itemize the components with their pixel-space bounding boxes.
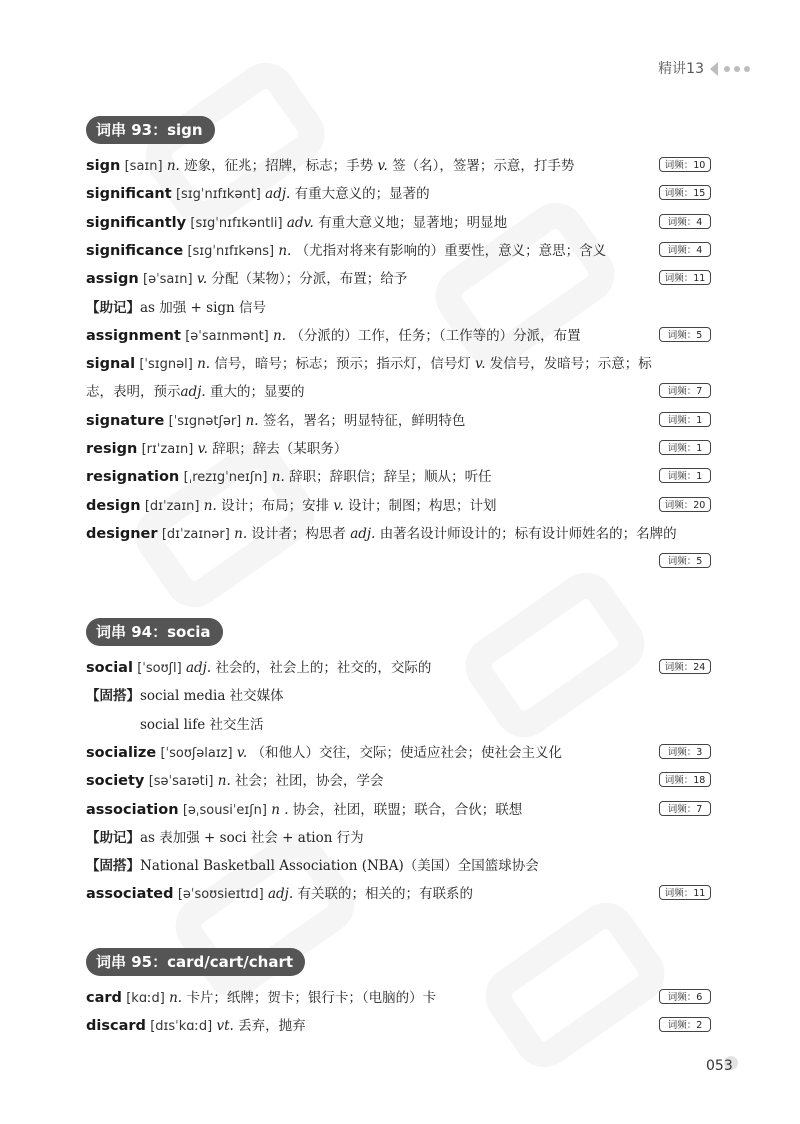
headword: card [86, 990, 122, 1006]
entry-designer [86, 522, 677, 542]
entry-association [86, 798, 522, 818]
phonetic: [kɑːd] [126, 991, 165, 1006]
part-of-speech: adj. [267, 886, 294, 903]
part-of-speech: n. [273, 327, 287, 344]
definition: （和他人）交往，交际；使适应社会；使社会主义化 [251, 744, 562, 761]
part-of-speech: n. [217, 773, 231, 790]
entry-line [86, 684, 284, 704]
headword: resign [86, 441, 138, 457]
headword: society [86, 773, 145, 790]
headword: significance [86, 242, 184, 259]
definition: 社会的，社会上的；社交的，交际的 [215, 660, 432, 676]
part-of-speech: n . [271, 801, 289, 818]
entry-assign [86, 267, 407, 287]
note-text: as 表加强 + soci 社会 + ation 行为 [140, 829, 364, 846]
part-of-speech: v. [196, 271, 208, 288]
frequency-badge: 词频：18 [659, 772, 711, 787]
note-label: 【助记】 [86, 829, 140, 846]
phonetic: [saɪn] [124, 159, 163, 174]
section-title: 词串 93：sign [86, 116, 215, 144]
frequency-badge: 词频：11 [659, 885, 711, 900]
part-of-speech: adj. [185, 660, 212, 676]
note-label: 【固搭】 [86, 858, 140, 875]
entry-socialize [86, 741, 562, 761]
entry-sign [86, 154, 574, 174]
part-of-speech: adv. [286, 214, 314, 231]
entry-signature [86, 409, 465, 429]
headword: signature [86, 412, 165, 429]
headword: socialize [86, 744, 157, 761]
section-title: 词串 95：card/cart/chart [86, 948, 305, 976]
watermark-shape [474, 891, 676, 1079]
entry-line [140, 713, 264, 733]
phonetic: [əˈsaɪn] [143, 272, 193, 288]
part-of-speech: v. [197, 441, 208, 457]
definition: 有关联的；相关的；有联系的 [297, 886, 473, 903]
entry-resign [86, 437, 347, 457]
watermark-shape [164, 821, 366, 1009]
phonetic: [əˈsaɪnmənt] [185, 328, 269, 344]
phonetic: [ˈsɪgnətʃər] [168, 413, 242, 429]
definition: 卡片；纸牌；贺卡；银行卡；（电脑的）卡 [186, 990, 437, 1006]
entry-associated [86, 882, 473, 902]
part-of-speech: v. [333, 497, 344, 514]
note-text: as 加强 + sign 信号 [140, 299, 267, 316]
frequency-badge: 词频：4 [659, 242, 711, 257]
headword: discard [86, 1018, 146, 1035]
part-of-speech: v. [475, 356, 486, 373]
definition: 分配（某物）；分派，布置；给予 [211, 271, 408, 288]
headword: association [86, 801, 179, 818]
definition: 由著名设计师设计的；标有设计师姓名的；名牌的 [379, 525, 677, 542]
part-of-speech: v. [236, 744, 248, 761]
headword: social [86, 660, 133, 676]
definition: 重大的；显要的 [209, 384, 305, 401]
entry-significant [86, 182, 430, 202]
phonetic: [ˌrezɪgˈneɪʃn] [183, 470, 268, 486]
definition: 设计；布局；安排 [221, 497, 330, 514]
part-of-speech: n. [278, 242, 292, 259]
entry-line [86, 826, 364, 846]
part-of-speech: adj. [265, 186, 291, 203]
chapter-label: 精讲13 [658, 61, 704, 77]
definition: 迹象，征兆；招牌，标志；手势 [184, 158, 374, 174]
definition: 辞职；辞职信；辞呈；顺从；听任 [289, 469, 492, 486]
definition: （尤指对将来有影响的）重要性，意义；意思；含义 [295, 242, 607, 259]
frequency-badge: 词频：2 [659, 1017, 711, 1032]
headword: assign [86, 271, 139, 288]
definition: 信号，暗号；标志；预示；指示灯，信号灯 [214, 356, 471, 373]
frequency-badge: 词频：5 [659, 327, 711, 342]
frequency-badge: 词频：11 [659, 270, 711, 285]
headword: design [86, 497, 141, 514]
frequency-badge: 词频：1 [659, 468, 711, 483]
definition: 发信号，发暗号；示意；标 [489, 356, 652, 373]
frequency-badge: 词频：7 [659, 801, 711, 816]
part-of-speech: n. [271, 469, 285, 486]
entry-signal [86, 352, 652, 372]
definition: 签名，署名；明显特征，鲜明特色 [262, 412, 466, 429]
frequency-badge: 词频：1 [659, 440, 711, 455]
frequency-badge: 词频：10 [659, 157, 711, 172]
phonetic: [səˈsaɪəti] [148, 774, 214, 790]
frequency-badge: 词频：20 [659, 497, 711, 512]
section-title: 词串 94：socia [86, 618, 223, 646]
part-of-speech: vt. [216, 1018, 234, 1035]
definition: 设计者；构思者 [251, 525, 346, 542]
entry-resignation [86, 465, 492, 485]
phonetic: [dɪsˈkɑːd] [150, 1019, 213, 1035]
part-of-speech: n. [169, 990, 183, 1006]
entry-discard [86, 1014, 306, 1034]
headword: resignation [86, 469, 180, 486]
part-of-speech: n. [203, 497, 217, 514]
part-of-speech: adj. [350, 525, 376, 542]
phonetic: [dɪˈzaɪn] [144, 498, 200, 514]
definition: 丢弃，抛弃 [238, 1018, 306, 1035]
note-label: 【助记】 [86, 299, 140, 316]
phonetic: [ˈsɪgnəl] [139, 357, 193, 373]
definition: 有重大意义地；显著地；明显地 [318, 214, 508, 231]
note-label: 【固搭】 [86, 688, 140, 705]
entry-design [86, 494, 497, 514]
entry-assignment [86, 324, 581, 344]
phonetic: [sɪgˈnɪfɪkənt] [175, 187, 261, 203]
part-of-speech: n. [166, 158, 180, 174]
headword: sign [86, 158, 121, 174]
part-of-speech: adj. [180, 384, 206, 401]
part-of-speech: n. [197, 356, 211, 373]
header-dots-icon [710, 62, 754, 76]
phonetic: [ˈsoʊʃəlaɪz] [160, 745, 233, 761]
frequency-badge: 词频：6 [659, 989, 711, 1004]
frequency-badge: 词频：7 [659, 383, 711, 398]
phonetic: [ˈsoʊʃl] [137, 661, 182, 676]
definition: 辞职；辞去（某职务） [212, 441, 348, 457]
definition: 签（名），签署；示意，打手势 [392, 158, 575, 174]
headword: designer [86, 525, 158, 542]
note-text: social life 社交生活 [140, 716, 264, 733]
entry-significance [86, 239, 606, 259]
headword: significant [86, 186, 172, 203]
definition: 设计；制图；构思；计划 [348, 497, 497, 514]
entry-line [86, 380, 304, 400]
frequency-badge: 词频：1 [659, 412, 711, 427]
phonetic: [sɪgˈnɪfɪkəns] [187, 243, 275, 259]
part-of-speech: n. [234, 525, 248, 542]
entry-society [86, 769, 384, 789]
frequency-badge: 词频：4 [659, 214, 711, 229]
phonetic: [əˌsousiˈeɪʃn] [182, 802, 267, 818]
headword: associated [86, 886, 174, 903]
frequency-badge: 词频：24 [659, 659, 711, 674]
watermark-shape [454, 561, 656, 749]
note-text: National Basketball Association (NBA)（美国）全国篮球协会 [140, 858, 539, 875]
page-number: 053 [706, 1058, 733, 1074]
frequency-badge: 词频：15 [659, 185, 711, 200]
phonetic: [rɪˈzaɪn] [141, 442, 194, 457]
phonetic: [sɪgˈnɪfɪkəntli] [190, 215, 283, 231]
headword: significantly [86, 214, 187, 231]
frequency-badge: 词频：5 [659, 553, 711, 568]
definition-continued: 志，表明，预示 [86, 384, 181, 401]
phonetic: [dɪˈzaɪnər] [161, 526, 230, 542]
phonetic: [əˈsoʊsieɪtɪd] [177, 887, 264, 903]
entry-significantly [86, 211, 507, 231]
headword: assignment [86, 327, 181, 344]
entry-line [86, 854, 539, 874]
part-of-speech: n. [245, 412, 259, 429]
definition: 有重大意义的；显著的 [294, 186, 430, 203]
frequency-badge: 词频：3 [659, 744, 711, 759]
definition: （分派的）工作，任务；（工作等的）分派，布置 [290, 327, 581, 344]
definition: 社会；社团，协会，学会 [235, 773, 384, 790]
part-of-speech: v. [377, 158, 388, 174]
definition: 协会，社团，联盟；联合，合伙；联想 [292, 801, 523, 818]
headword: signal [86, 356, 136, 373]
entry-card [86, 986, 436, 1006]
entry-line [86, 296, 266, 316]
note-text: social media 社交媒体 [140, 688, 284, 705]
entry-social [86, 656, 431, 676]
